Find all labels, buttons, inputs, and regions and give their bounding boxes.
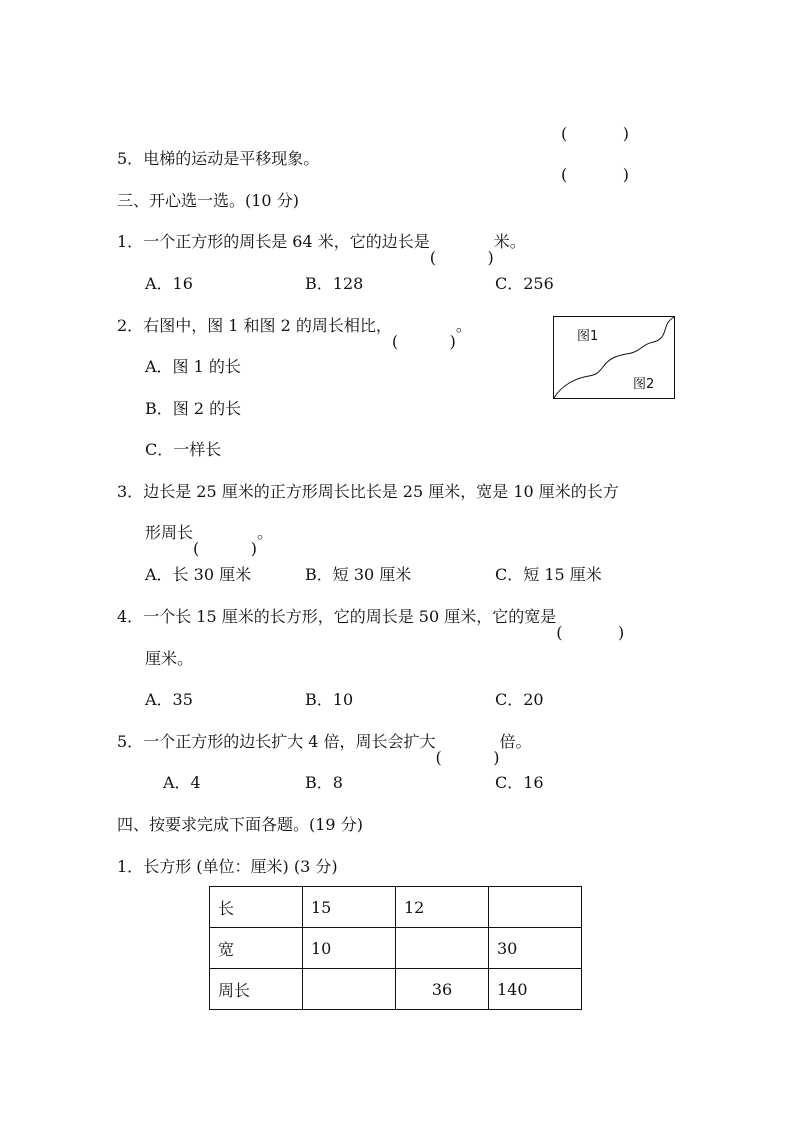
option-c[interactable]: C．一样长 xyxy=(145,440,222,459)
question-number: 5． xyxy=(117,149,144,168)
perimeter-comparison-figure xyxy=(553,316,675,399)
table-cell: 15 xyxy=(303,887,396,928)
table-cell: 长 xyxy=(210,887,303,928)
table-cell: 140 xyxy=(489,969,582,1010)
option-b[interactable]: B．10 xyxy=(305,690,354,709)
question-number: 1． xyxy=(117,232,144,251)
rectangle-table xyxy=(209,886,582,1010)
option-a[interactable]: A．35 xyxy=(145,690,193,709)
choice-question-5 xyxy=(117,731,532,753)
question-number: 2． xyxy=(117,316,144,335)
option-a[interactable]: A．图 1 的长 xyxy=(145,357,241,376)
option-c[interactable]: C．16 xyxy=(495,773,544,792)
question-number: 4． xyxy=(117,607,144,626)
choice-question-3-line-2 xyxy=(145,522,273,544)
question-text: 右图中，图 1 和图 2 的周长相比， xyxy=(143,316,392,335)
question-text: 形周长 xyxy=(145,523,194,542)
choice-question-1 xyxy=(117,231,526,253)
option-c[interactable]: C．短 15 厘米 xyxy=(495,565,602,584)
question-text: 一个正方形的周长是 64 米，它的边长是 xyxy=(143,232,430,251)
figure-label-1: 图1 xyxy=(577,329,599,344)
option-a[interactable]: A．4 xyxy=(163,773,201,792)
option-a[interactable]: A．长 30 厘米 xyxy=(145,565,252,584)
question-text-end: 。 xyxy=(455,316,472,335)
curved-divider xyxy=(554,317,674,398)
table-cell-blank[interactable] xyxy=(489,887,582,928)
question-text: 一个正方形的边长扩大 4 倍，周长会扩大 xyxy=(143,732,436,751)
task-question-1 xyxy=(117,856,338,878)
table-cell: 10 xyxy=(303,928,396,969)
question-number: 5． xyxy=(117,732,144,751)
table-row-perimeter xyxy=(210,969,582,1010)
option-a[interactable]: A．16 xyxy=(145,274,193,293)
table-row-length xyxy=(210,887,582,928)
table-cell: 周长 xyxy=(210,969,303,1010)
option-b[interactable]: B．短 30 厘米 xyxy=(305,565,412,584)
question-text-end: 。 xyxy=(257,523,274,542)
table-cell-blank[interactable] xyxy=(396,928,489,969)
option-b[interactable]: B．图 2 的长 xyxy=(145,399,242,418)
question-text-end: 倍。 xyxy=(499,732,532,751)
table-cell: 30 xyxy=(489,928,582,969)
question-number: 3． xyxy=(117,482,144,501)
question-text: 电梯的运动是平移现象。 xyxy=(143,149,320,168)
choice-question-4 xyxy=(117,606,624,628)
option-c[interactable]: C．256 xyxy=(495,274,554,293)
question-text: 一个长 15 厘米的长方形，它的周长是 50 厘米，它的宽是 xyxy=(143,607,557,626)
question-text: 边长是 25 厘米的正方形周长比长是 25 厘米，宽是 10 厘米的长方 xyxy=(143,482,619,501)
question-number: 1． xyxy=(117,857,144,876)
option-b[interactable]: B．8 xyxy=(305,773,343,792)
question-text-end: 米。 xyxy=(493,232,526,251)
table-cell: 宽 xyxy=(210,928,303,969)
figure-label-2: 图2 xyxy=(633,377,655,392)
choice-question-2 xyxy=(117,315,472,337)
question-text: 长方形 (单位：厘米) (3 分) xyxy=(143,857,338,876)
option-c[interactable]: C．20 xyxy=(495,690,544,709)
table-cell: 12 xyxy=(396,887,489,928)
table-row-width xyxy=(210,928,582,969)
table-cell-blank[interactable] xyxy=(303,969,396,1010)
choice-question-4-line-2: 厘米。 xyxy=(145,649,194,668)
option-b[interactable]: B．128 xyxy=(305,274,364,293)
judge-question-5 xyxy=(117,148,319,170)
judge-answer-paren-5[interactable] xyxy=(561,148,629,170)
table-cell: 36 xyxy=(396,969,489,1010)
section-4-title: 四、按要求完成下面各题。(19 分) xyxy=(117,815,363,834)
judge-blank-paren-top[interactable] xyxy=(561,107,629,129)
choice-question-3 xyxy=(117,481,619,503)
section-3-title: 三、开心选一选。(10 分) xyxy=(117,191,299,210)
